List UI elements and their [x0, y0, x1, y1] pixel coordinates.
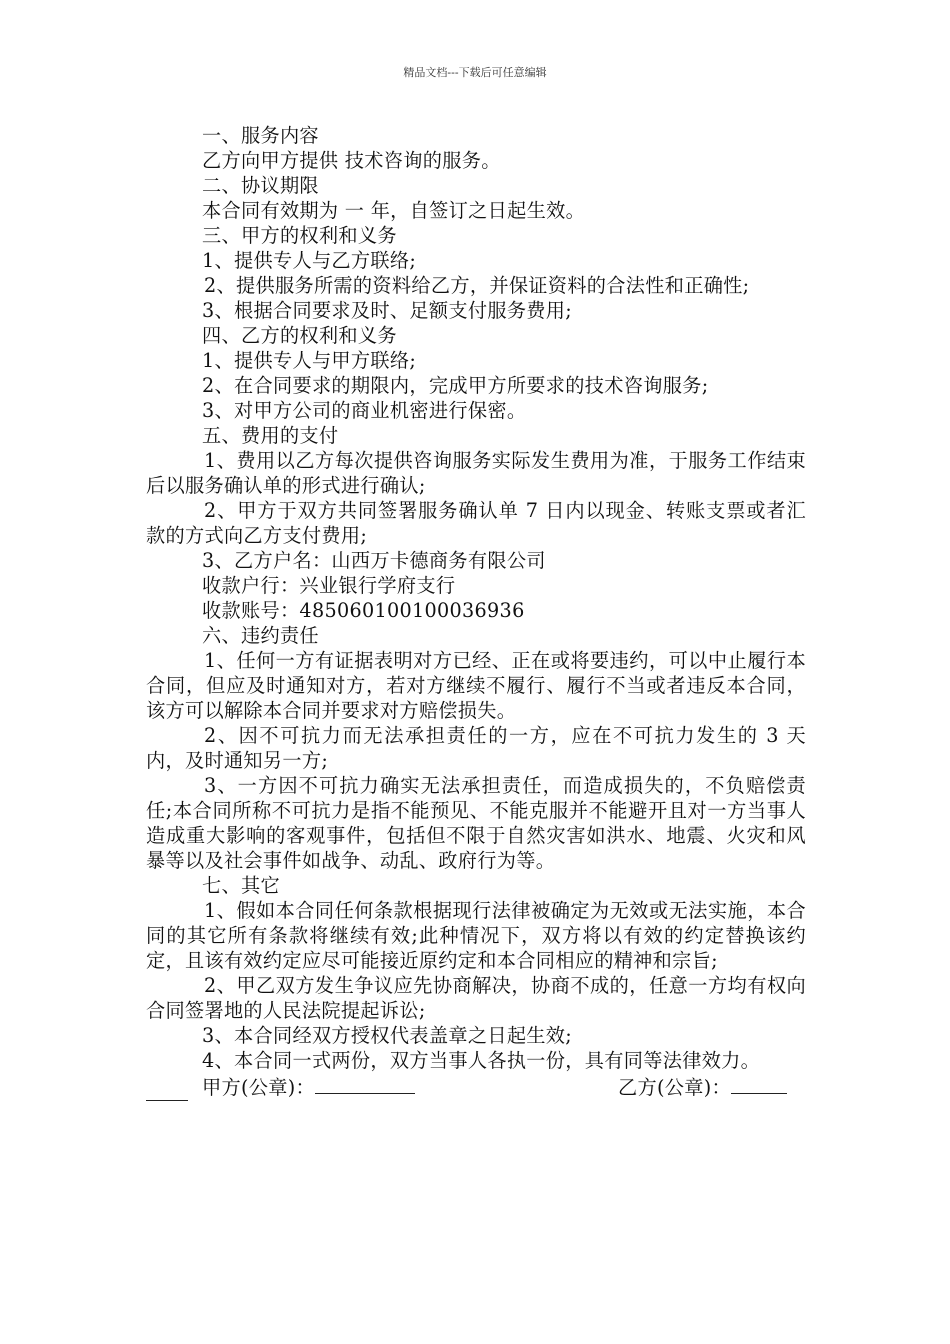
contract-paragraph: 1、提供专人与乙方联络; — [202, 249, 417, 272]
contract-paragraph: 3、对甲方公司的商业机密进行保密。 — [202, 399, 527, 422]
party-a-signature — [202, 1073, 415, 1100]
contract-body — [146, 123, 806, 1101]
contract-paragraph: 2、提供服务所需的资料给乙方，并保证资料的合法性和正确性; — [204, 274, 750, 297]
contract-paragraph: 4、本合同一式两份，双方当事人各执一份，具有同等法律效力。 — [202, 1049, 761, 1072]
contract-paragraph: 二、协议期限 — [202, 174, 319, 197]
party-b-seal-label: 乙方(公章)： — [618, 1076, 732, 1099]
contract-paragraph: 1、任何一方有证据表明对方已经、正在或将要违约，可以中止履行本合同，但应及时通知对方，若对方继续不履行、履行不当或者违反本合同，该方可以解除本合同并要求对方赔偿损失。 — [146, 649, 806, 722]
party-b-signature — [618, 1073, 787, 1100]
party-b-blank-line — [731, 1073, 787, 1094]
contract-paragraph: 六、违约责任 — [202, 624, 319, 647]
signature-row — [146, 1073, 806, 1098]
contract-paragraph: 3、根据合同要求及时、足额支付服务费用; — [202, 299, 573, 322]
contract-paragraph: 收款账号：485060100100036936 — [202, 599, 525, 622]
contract-paragraph: 2、甲方于双方共同签署服务确认单 7 日内以现金、转账支票或者汇款的方式向乙方支付费用; — [146, 499, 806, 547]
party-a-seal-label: 甲方(公章)： — [202, 1076, 316, 1099]
contract-paragraph: 收款户行：兴业银行学府支行 — [202, 574, 456, 597]
party-b-blank-line-continued — [146, 1100, 188, 1101]
contract-paragraph: 1、费用以乙方每次提供咨询服务实际发生费用为准，于服务工作结束后以服务确认单的形式进行确认; — [146, 449, 806, 497]
paragraph-list — [146, 123, 806, 1073]
contract-paragraph: 2、在合同要求的期限内，完成甲方所要求的技术咨询服务; — [202, 374, 709, 397]
contract-paragraph: 七、其它 — [202, 874, 280, 897]
contract-paragraph: 3、乙方户名：山西万卡德商务有限公司 — [202, 549, 546, 572]
contract-paragraph: 2、甲乙双方发生争议应先协商解决，协商不成的，任意一方均有权向合同签署地的人民法院提起诉讼; — [146, 974, 806, 1022]
contract-paragraph: 乙方向甲方提供 技术咨询的服务。 — [202, 149, 501, 172]
contract-paragraph: 3、本合同经双方授权代表盖章之日起生效; — [202, 1024, 573, 1047]
contract-paragraph: 2、因不可抗力而无法承担责任的一方，应在不可抗力发生的 3 天内，及时通知另一方; — [146, 724, 806, 772]
contract-paragraph: 本合同有效期为 一 年，自签订之日起生效。 — [202, 199, 586, 222]
page-header: 精品文档---下载后可任意编辑 — [403, 66, 547, 79]
party-a-blank-line — [315, 1073, 415, 1094]
contract-paragraph: 五、费用的支付 — [202, 424, 339, 447]
contract-paragraph: 一、服务内容 — [202, 124, 319, 147]
contract-paragraph: 1、提供专人与甲方联络; — [202, 349, 417, 372]
contract-paragraph: 三、甲方的权利和义务 — [202, 224, 397, 247]
contract-paragraph: 四、乙方的权利和义务 — [202, 324, 397, 347]
contract-paragraph: 3、一方因不可抗力确实无法承担责任，而造成损失的，不负赔偿责任;本合同所称不可抗力是指不能预见、不能克服并不能避开且对一方当事人造成重大影响的客观事件，包括但不限于自然灾害如洪水、地震、火灾和风暴等以及社会事件如战争、动乱、政府行为等。 — [146, 774, 806, 872]
contract-paragraph: 1、假如本合同任何条款根据现行法律被确定为无效或无法实施，本合同的其它所有条款将继续有效;此种情况下，双方将以有效的约定替换该约定，且该有效约定应尽可能接近原约定和本合同相应的精神和宗旨; — [146, 899, 806, 972]
